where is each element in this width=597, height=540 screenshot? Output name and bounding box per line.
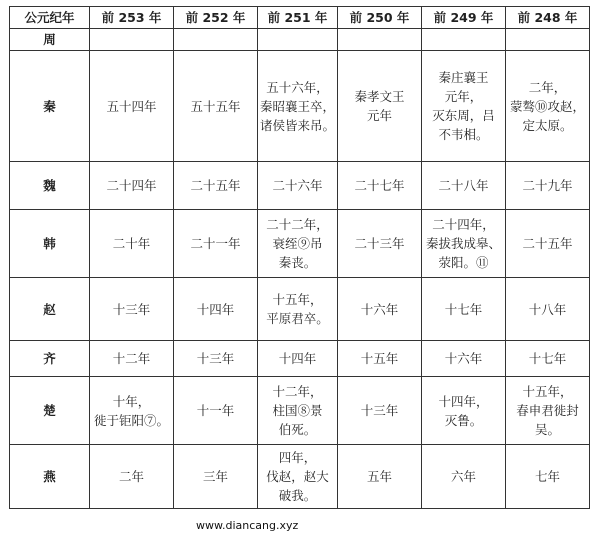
year-cell bbox=[258, 29, 338, 51]
year-cell: 二十五年 bbox=[174, 162, 258, 210]
year-cell: 十六年 bbox=[338, 278, 422, 341]
table-row bbox=[10, 51, 590, 162]
year-cell: 二十九年 bbox=[506, 162, 590, 210]
header-year-6: 前 248 年 bbox=[506, 7, 590, 29]
header-corner: 公元纪年 bbox=[10, 7, 90, 29]
year-cell: 六年 bbox=[422, 445, 506, 509]
year-cell: 二年， 蒙骜⑩攻赵， 定太原。 bbox=[506, 51, 590, 162]
year-cell: 十四年 bbox=[258, 341, 338, 377]
year-cell bbox=[174, 29, 258, 51]
year-cell: 二年 bbox=[90, 445, 174, 509]
header-year-4: 前 250 年 bbox=[338, 7, 422, 29]
year-cell: 七年 bbox=[506, 445, 590, 509]
chronology-table-wrapper bbox=[9, 6, 590, 509]
year-cell: 十二年， 柱国⑧景 伯死。 bbox=[258, 377, 338, 445]
year-cell: 十八年 bbox=[506, 278, 590, 341]
year-cell: 秦孝文王 元年 bbox=[338, 51, 422, 162]
year-cell: 十三年 bbox=[174, 341, 258, 377]
chronology-table bbox=[9, 6, 590, 509]
year-cell: 十年， 徙于钜阳⑦。 bbox=[90, 377, 174, 445]
state-label: 周 bbox=[10, 29, 90, 51]
year-cell: 十五年， 平原君卒。 bbox=[258, 278, 338, 341]
year-cell: 十六年 bbox=[422, 341, 506, 377]
watermark-url: www.diancang.xyz bbox=[196, 519, 299, 532]
year-cell: 十五年， 春申君徙封 吴。 bbox=[506, 377, 590, 445]
year-cell: 二十五年 bbox=[506, 210, 590, 278]
state-label: 魏 bbox=[10, 162, 90, 210]
year-cell: 四年， 伐赵，赵大 破我。 bbox=[258, 445, 338, 509]
table-row bbox=[10, 278, 590, 341]
year-cell: 十七年 bbox=[506, 341, 590, 377]
year-cell: 五十四年 bbox=[90, 51, 174, 162]
table-row bbox=[10, 341, 590, 377]
year-cell: 三年 bbox=[174, 445, 258, 509]
table-row bbox=[10, 210, 590, 278]
state-label: 齐 bbox=[10, 341, 90, 377]
header-year-5: 前 249 年 bbox=[422, 7, 506, 29]
state-label: 秦 bbox=[10, 51, 90, 162]
year-cell: 十七年 bbox=[422, 278, 506, 341]
year-cell bbox=[338, 29, 422, 51]
header-year-3: 前 251 年 bbox=[258, 7, 338, 29]
year-cell: 二十三年 bbox=[338, 210, 422, 278]
state-label: 韩 bbox=[10, 210, 90, 278]
year-cell: 十三年 bbox=[90, 278, 174, 341]
year-cell bbox=[422, 29, 506, 51]
table-row bbox=[10, 445, 590, 509]
year-cell: 五十六年， 秦昭襄王卒， 诸侯皆来吊。 bbox=[258, 51, 338, 162]
year-cell bbox=[90, 29, 174, 51]
year-cell: 二十四年 bbox=[90, 162, 174, 210]
year-cell: 二十年 bbox=[90, 210, 174, 278]
header-year-1: 前 253 年 bbox=[90, 7, 174, 29]
year-cell: 十三年 bbox=[338, 377, 422, 445]
year-cell: 十四年 bbox=[174, 278, 258, 341]
state-label: 楚 bbox=[10, 377, 90, 445]
state-label: 燕 bbox=[10, 445, 90, 509]
year-cell: 二十八年 bbox=[422, 162, 506, 210]
year-cell: 二十一年 bbox=[174, 210, 258, 278]
header-year-2: 前 252 年 bbox=[174, 7, 258, 29]
year-cell: 十五年 bbox=[338, 341, 422, 377]
table-row bbox=[10, 29, 590, 51]
year-cell: 二十四年， 秦拔我成皋、 荥阳。⑪ bbox=[422, 210, 506, 278]
state-label: 赵 bbox=[10, 278, 90, 341]
year-cell: 二十六年 bbox=[258, 162, 338, 210]
year-cell: 十二年 bbox=[90, 341, 174, 377]
year-cell: 二十七年 bbox=[338, 162, 422, 210]
header-row bbox=[10, 7, 590, 29]
year-cell: 十四年， 灭鲁。 bbox=[422, 377, 506, 445]
table-row bbox=[10, 377, 590, 445]
table-row bbox=[10, 162, 590, 210]
year-cell: 秦庄襄王 元年， 灭东周，吕 不韦相。 bbox=[422, 51, 506, 162]
year-cell: 十一年 bbox=[174, 377, 258, 445]
year-cell: 五十五年 bbox=[174, 51, 258, 162]
year-cell: 五年 bbox=[338, 445, 422, 509]
year-cell: 二十二年， 衰绖⑨吊 秦丧。 bbox=[258, 210, 338, 278]
year-cell bbox=[506, 29, 590, 51]
